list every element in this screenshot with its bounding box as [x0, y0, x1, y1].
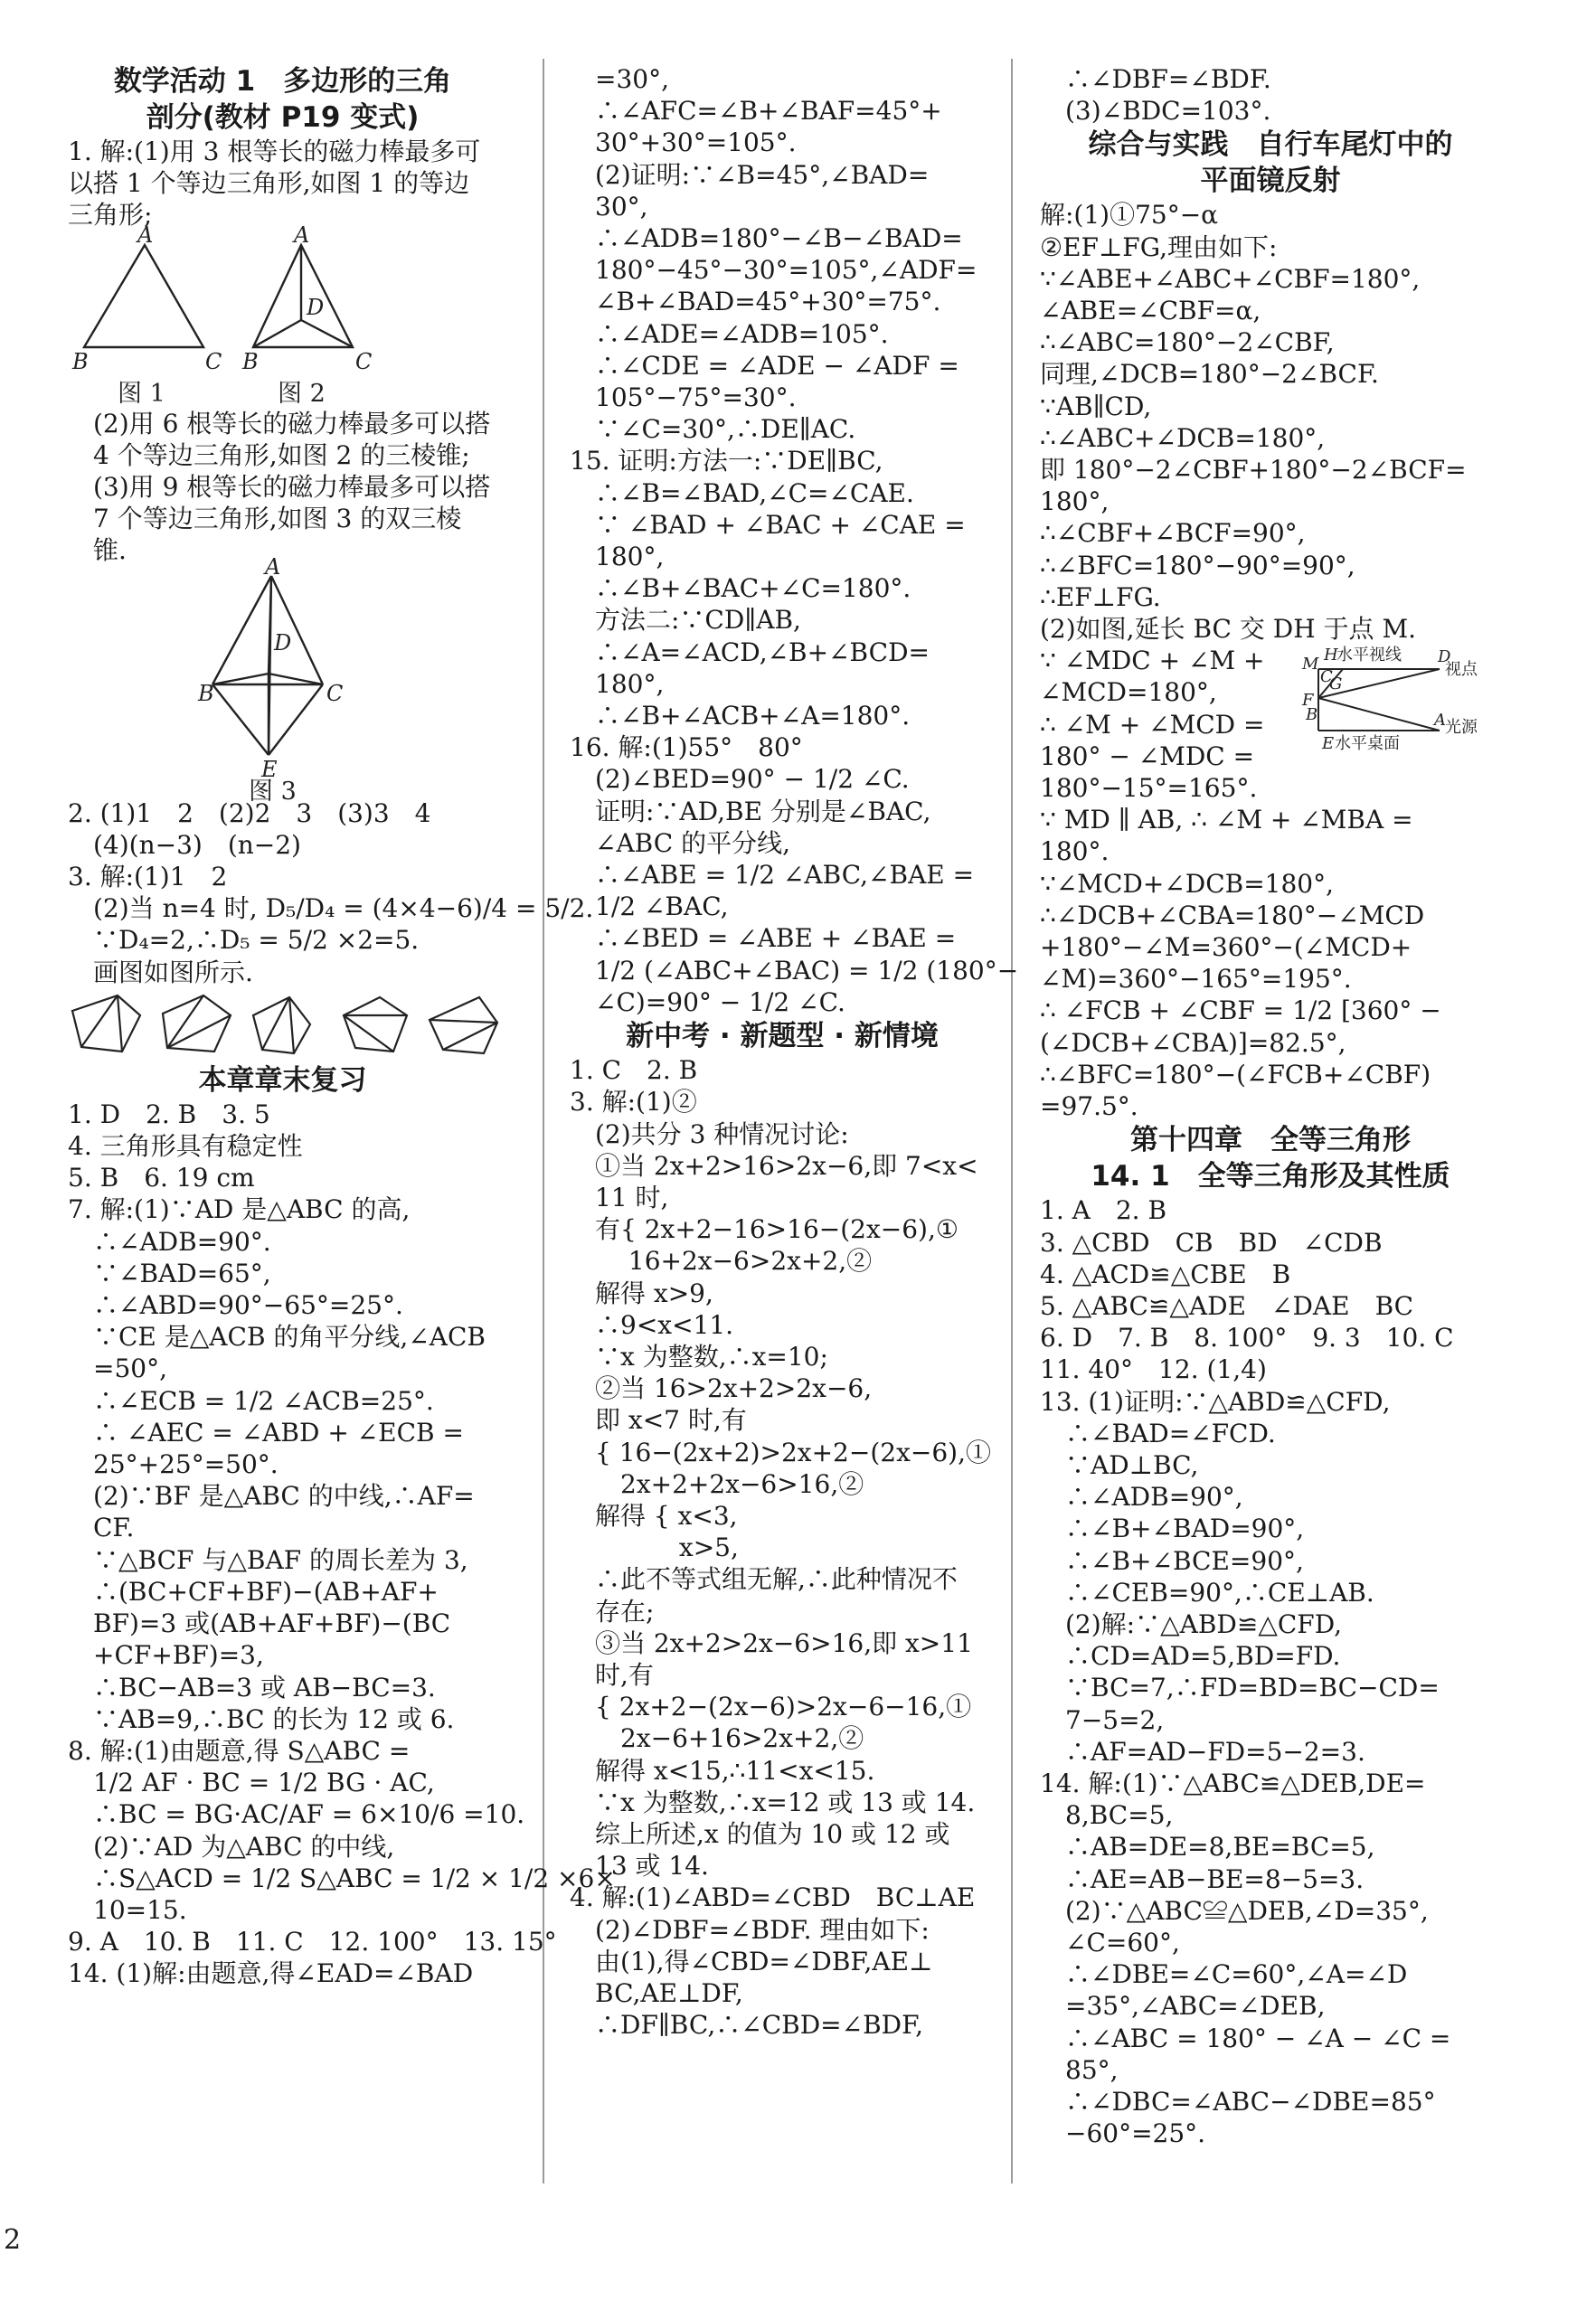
answer-line: 1. C 2. B — [570, 1055, 698, 1086]
answer-line: ∴∠ADB=90°. — [68, 1226, 271, 1257]
label-d: D — [1438, 647, 1451, 666]
label-b: B — [198, 680, 214, 706]
answer-line: (2)∵△ABC≌△DEB,∠D=35°, — [1040, 1895, 1429, 1926]
column-divider — [1011, 59, 1013, 2184]
label-a: A — [294, 222, 310, 248]
answer-line: (3)∠BDC=103°. — [1040, 96, 1271, 127]
answer-line: 13 或 14. — [570, 1851, 709, 1882]
answer-line: 6. D 7. B 8. 100° 9. 3 10. C — [1040, 1323, 1454, 1354]
answer-line: ∴(BC+CF+BF)−(AB+AF+ — [68, 1576, 439, 1607]
answer-line: ∴∠CDE = ∠ADE − ∠ADF = — [570, 350, 959, 381]
answer-line: 解得 { x<3, — [570, 1500, 738, 1531]
answer-line: −60°=25°. — [1040, 2118, 1206, 2149]
answer-line: ∴∠ADB=90°, — [1040, 1482, 1243, 1513]
answer-line: 14. (1)解:由题意,得∠EAD=∠BAD — [68, 1958, 474, 1989]
answer-line: 证明:∵AD,BE 分别是∠BAC, — [570, 796, 931, 826]
double-pyramid-figure — [68, 553, 493, 806]
answer-line: ∴∠BED = ∠ABE + ∠BAE = — [570, 923, 957, 954]
answer-line: 5. B 6. 19 cm — [68, 1163, 255, 1193]
answer-line: 时,有 — [570, 1659, 654, 1690]
figure-2-tetrahedron — [253, 245, 353, 347]
answer-line: ∵D₄=2,∴D₅ = 5/2 ×2=5. — [68, 925, 420, 956]
answer-line: 180°. — [1040, 836, 1110, 867]
answer-line: (2)∠DBF=∠BDF. 理由如下: — [570, 1914, 930, 1945]
answer-line: ∴∠ECB = 1/2 ∠ACB=25°. — [68, 1385, 434, 1416]
answer-line: 4. △ACD≌△CBE B — [1040, 1259, 1291, 1289]
figure-1-triangle — [84, 245, 203, 347]
label-table-surface: 水平桌面 — [1335, 734, 1400, 753]
answer-line: ∴ ∠M + ∠MCD = — [1040, 709, 1265, 740]
answer-line: ∴∠ADE=∠ADB=105°. — [570, 318, 889, 349]
answer-line: =97.5°. — [1040, 1091, 1138, 1122]
answer-line: 2x−6+16>2x+2,② — [570, 1723, 864, 1754]
answer-line: +180°−∠M=360°−(∠MCD+ — [1040, 932, 1412, 963]
figure-3-caption: 图 3 — [249, 777, 297, 806]
answer-line: ∴EF⊥FG. — [1040, 581, 1161, 612]
answer-line: 2. (1)1 2 (2)2 3 (3)3 4 — [68, 797, 431, 828]
answer-line: 由(1),得∠CBD=∠DBF,AE⊥ — [570, 1946, 933, 1976]
answer-line: 180° − ∠MDC = — [1040, 740, 1255, 771]
answer-line: ∵∠MCD+∠DCB=180°, — [1040, 868, 1334, 899]
label-d: D — [274, 629, 292, 656]
answer-line: { 16−(2x+2)>2x+2−(2x−6),① — [570, 1437, 991, 1467]
answer-line: BF)=3 或(AB+AF+BF)−(BC — [68, 1608, 451, 1639]
answer-line: ∴∠DBC=∠ABC−∠DBE=85° — [1040, 2086, 1436, 2117]
answer-line: ∴此不等式组无解,∴此种情况不 — [570, 1564, 958, 1595]
answer-line: ②当 16>2x+2>2x−6, — [570, 1373, 873, 1404]
answer-line: (2)∵AD 为△ABC 的中线, — [68, 1831, 395, 1862]
section-heading: 本章章末复习 — [198, 1063, 367, 1097]
answer-line: (2)∠BED=90° − 1/2 ∠C. — [570, 764, 910, 795]
section-heading: 平面镜反射 — [1200, 165, 1341, 198]
answer-line: 1. 解:(1)用 3 根等长的磁力棒最多可 — [68, 137, 481, 166]
answer-line: (2)当 n=4 时, D₅/D₄ = (4×4−6)/4 = 5/2. — [68, 893, 594, 924]
answer-line: ∴∠ABE = 1/2 ∠ABC,∠BAE = — [570, 860, 975, 891]
section-heading: 第十四章 全等三角形 — [1130, 1124, 1411, 1157]
label-m: M — [1302, 655, 1319, 674]
label-c: C — [355, 348, 373, 374]
answer-line: 即 180°−2∠CBF+180°−2∠BCF= — [1040, 455, 1467, 486]
answer-line: ∴S△ACD = 1/2 S△ABC = 1/2 × 1/2 ×6× — [68, 1863, 616, 1893]
answer-line: ∵∠C=30°,∴DE∥AC. — [570, 414, 856, 445]
answer-line: 2x+2+2x−6>16,② — [570, 1468, 864, 1499]
answer-line: BC,AE⊥DF, — [570, 1977, 743, 2008]
answer-line: +CF+BF)=3, — [68, 1640, 264, 1671]
answer-line: ∴∠BFC=180°−(∠FCB+∠CBF) — [1040, 1059, 1431, 1089]
answer-line: 16+2x−6>2x+2,② — [570, 1246, 873, 1277]
answer-line: x>5, — [570, 1533, 739, 1563]
answer-line: ∵BC=7,∴FD=BD=BC−CD= — [1040, 1673, 1440, 1703]
answer-line: 同理,∠DCB=180°−2∠BCF. — [1040, 359, 1379, 390]
answer-line: 画图如图所示. — [68, 957, 253, 987]
answer-line: 存在; — [570, 1596, 655, 1627]
answer-line: 3. 解:(1)1 2 — [68, 862, 228, 892]
answer-line: ∴AF=AD−FD=5−2=3. — [1040, 1736, 1365, 1767]
answer-line: ∵AB∥CD, — [1040, 391, 1152, 421]
section-heading: 14. 1 全等三角形及其性质 — [1091, 1160, 1450, 1193]
figure-1-caption: 图 1 — [118, 379, 165, 408]
answer-line: ∠C=60°, — [1040, 1927, 1180, 1957]
mirror-reflection-diagram — [1302, 642, 1519, 753]
answer-line: 7−5=2, — [1040, 1704, 1165, 1735]
answer-line: 锥. — [68, 535, 127, 566]
answer-line: ∴9<x<11. — [570, 1309, 734, 1340]
answer-line: ∵ ∠BAD + ∠BAC + ∠CAE = — [570, 509, 966, 540]
answer-line: ∠ABC 的平分线, — [570, 827, 791, 858]
answer-line: (2)∵BF 是△ABC 的中线,∴AF= — [68, 1481, 475, 1512]
answer-line: ∵x 为整数,∴x=10; — [570, 1341, 828, 1372]
answer-line: 解得 x>9, — [570, 1278, 713, 1308]
answer-line: ∴CD=AD=5,BD=FD. — [1040, 1641, 1341, 1672]
answer-line: ∠MCD=180°, — [1040, 677, 1217, 708]
answer-line: ∴∠B+∠BAC+∠C=180°. — [570, 573, 911, 604]
answer-line: 7 个等边三角形,如图 3 的双三棱 — [68, 504, 462, 534]
answer-line: (2)共分 3 种情况讨论: — [570, 1118, 849, 1149]
label-h: H — [1324, 646, 1338, 665]
answer-line: ∴∠BAD=∠FCD. — [1040, 1418, 1276, 1448]
label-horizontal-sight: 水平视线 — [1336, 646, 1402, 665]
answer-line: (4)(n−3) (n−2) — [68, 829, 301, 860]
answer-line: ∴DF∥BC,∴∠CBD=∠BDF, — [570, 2010, 924, 2041]
answer-line: ∵△BCF 与△BAF 的周长差为 3, — [68, 1544, 468, 1575]
label-c: C — [326, 680, 344, 706]
answer-line: 8,BC=5, — [1040, 1800, 1174, 1831]
answer-line: ∴∠BFC=180°−90°=90°, — [1040, 550, 1355, 580]
answer-line: ∵ MD ∥ AB, ∴ ∠M + ∠MBA = — [1040, 805, 1413, 835]
label-b: B — [72, 348, 89, 374]
label-g: G — [1329, 674, 1343, 693]
answer-line: 85°, — [1040, 2054, 1119, 2085]
answer-line: 13. (1)证明:∵△ABD≌△CFD, — [1040, 1386, 1391, 1417]
answer-line: =50°, — [68, 1354, 167, 1384]
answer-line: 三角形; — [68, 200, 153, 231]
answer-line: 105°−75°=30°. — [570, 382, 797, 413]
answer-line: (2)证明:∵∠B=45°,∠BAD= — [570, 159, 930, 190]
answer-line: 1. A 2. B — [1040, 1195, 1167, 1226]
answer-line: 11 时, — [570, 1182, 669, 1212]
answer-line: ∴∠CEB=90°,∴CE⊥AB. — [1040, 1577, 1374, 1608]
answer-line: ∠ABE=∠CBF=α, — [1040, 296, 1261, 326]
answer-line: =30°, — [570, 64, 669, 94]
answer-line: ∵CE 是△ACB 的角平分线,∠ACB — [68, 1322, 486, 1353]
answer-line: ∴AB=DE=8,BE=BC=5, — [1040, 1832, 1375, 1863]
answer-line: ∴BC = BG·AC/AF = 6×10/6 =10. — [68, 1799, 525, 1830]
answer-line: ∵ ∠MDC + ∠M + — [1040, 646, 1265, 676]
answer-line: 1/2 ∠BAC, — [570, 891, 729, 922]
answer-line: ②EF⊥FG,理由如下: — [1040, 231, 1278, 262]
answer-line: ∠B+∠BAD=45°+30°=75°. — [570, 287, 941, 317]
answer-line: ∴∠DBF=∠BDF. — [1040, 64, 1271, 94]
answer-line: 1/2 AF · BC = 1/2 BG · AC, — [68, 1768, 435, 1798]
answer-line: 4. 三角形具有稳定性 — [68, 1131, 303, 1162]
answer-line: ∴∠AFC=∠B+∠BAF=45°+ — [570, 96, 942, 127]
answer-line: ∴ ∠AEC = ∠ABD + ∠ECB = — [68, 1417, 464, 1448]
answer-line: (2)用 6 根等长的磁力棒最多可以搭 — [68, 408, 491, 439]
answer-line: (2)如图,延长 BC 交 DH 于点 M. — [1040, 614, 1417, 645]
answer-line: { 2x+2−(2x−6)>2x−6−16,① — [570, 1692, 972, 1722]
column-3 — [1040, 63, 1501, 2149]
answer-line: 180°, — [570, 668, 665, 699]
answer-line: ∴AE=AB−BE=8−5=3. — [1040, 1863, 1365, 1894]
answer-line: 方法二:∵CD∥AB, — [570, 605, 801, 636]
pentagon-drawings — [68, 988, 497, 1062]
answer-line: 14. 解:(1)∵△ABC≌△DEB,DE= — [1040, 1768, 1426, 1798]
answer-line: ∴∠ABD=90°−65°=25°. — [68, 1290, 403, 1321]
answer-line: ∴∠A=∠ACD,∠B+∠BCD= — [570, 637, 930, 667]
answer-line: ∵AD⊥BC, — [1040, 1449, 1199, 1480]
answer-line: 4. 解:(1)∠ABD=∠CBD BC⊥AE — [570, 1882, 976, 1913]
answer-line: ∠M)=360°−165°=195°. — [1040, 964, 1352, 995]
label-light-source: 光源 — [1445, 718, 1478, 737]
answer-line: 1. D 2. B 3. 5 — [68, 1099, 270, 1129]
answer-line: (3)用 9 根等长的磁力棒最多可以搭 — [68, 472, 491, 503]
label-e: E — [261, 756, 278, 782]
answer-line: ∴BC−AB=3 或 AB−BC=3. — [68, 1672, 436, 1703]
answer-line: 16. 解:(1)55° 80° — [570, 732, 803, 763]
answer-line: 180°−45°−30°=105°,∠ADF= — [570, 255, 977, 286]
label-a: A — [137, 222, 154, 248]
answer-line: 有{ 2x+2−16>16−(2x−6),① — [570, 1214, 959, 1245]
answer-line: 即 x<7 时,有 — [570, 1405, 747, 1436]
answer-line: 180°, — [1040, 486, 1110, 517]
label-viewpoint: 视点 — [1445, 660, 1478, 679]
answer-line: 25°+25°=50°. — [68, 1449, 279, 1480]
label-d: D — [307, 294, 325, 320]
answer-line: 3. 解:(1)② — [570, 1087, 697, 1118]
answer-line: 4 个等边三角形,如图 2 的三棱锥; — [68, 439, 470, 470]
answer-line: ∴∠B+∠BCE=90°, — [1040, 1545, 1304, 1576]
label-a: A — [265, 553, 281, 580]
answer-line: ∴∠ABC = 180° − ∠A − ∠C = — [1040, 2023, 1451, 2053]
answer-line: 11. 40° 12. (1,4) — [1040, 1354, 1267, 1385]
answer-line: 30°+30°=105°. — [570, 127, 797, 158]
answer-line: ∴∠B+∠ACB+∠A=180°. — [570, 701, 911, 731]
answer-line: ∵∠BAD=65°, — [68, 1258, 271, 1288]
section-heading: 剖分(教材 P19 变式) — [146, 101, 420, 134]
answer-line: 180°, — [570, 542, 665, 572]
answer-line: 30°, — [570, 191, 648, 222]
answer-line: ∴∠DBE=∠C=60°,∠A=∠D — [1040, 1959, 1408, 1990]
label-a: A — [1434, 711, 1446, 730]
column-2 — [570, 63, 1019, 2041]
answer-line: ∴∠CBF+∠BCF=90°, — [1040, 518, 1306, 549]
answer-line: ∵x 为整数,∴x=12 或 13 或 14. — [570, 1787, 976, 1817]
figure-3 — [68, 553, 497, 806]
answer-line: (∠DCB+∠CBA)]=82.5°, — [1040, 1027, 1346, 1058]
label-f: F — [1302, 691, 1314, 710]
label-e: E — [1322, 734, 1335, 753]
answer-line: 180°−15°=165°. — [1040, 773, 1258, 804]
answer-line: ∠C)=90° − 1/2 ∠C. — [570, 986, 845, 1017]
answer-line: 综上所述,x 的值为 10 或 12 或 — [570, 1818, 950, 1849]
answer-line: ③当 2x+2>2x−6>16,即 x>11 — [570, 1627, 973, 1658]
label-b: B — [242, 348, 259, 374]
answer-line: ∴∠ABC+∠DCB=180°, — [1040, 422, 1326, 453]
figure-2-caption: 图 2 — [278, 379, 326, 408]
answer-line: 10=15. — [68, 1894, 187, 1925]
answer-line: =35°,∠ABC=∠DEB, — [1040, 1991, 1326, 2022]
answer-line: (2)解:∵△ABD≌△CFD, — [1040, 1608, 1343, 1639]
answer-line: ∴∠B+∠BAD=90°, — [1040, 1514, 1305, 1544]
label-b: B — [1306, 705, 1318, 724]
section-heading: 新中考 · 新题型 · 新情境 — [626, 1020, 939, 1053]
triangle-figures — [68, 222, 493, 408]
answer-line: ∴ ∠FCB + ∠CBF = 1/2 [360° − — [1040, 995, 1441, 1026]
page-number: 2 — [4, 2224, 22, 2256]
answer-line: 3. △CBD CB BD ∠CDB — [1040, 1227, 1383, 1258]
answer-line: ∵AB=9,∴BC 的长为 12 或 6. — [68, 1703, 455, 1734]
answer-line: 8. 解:(1)由题意,得 S△ABC = — [68, 1735, 411, 1766]
answer-line: ①当 2x+2>16>2x−6,即 7<x< — [570, 1150, 978, 1181]
section-heading: 综合与实践 自行车尾灯中的 — [1088, 128, 1453, 162]
answer-line: 以搭 1 个等边三角形,如图 1 的等边 — [68, 168, 470, 199]
answer-line: CF. — [68, 1513, 135, 1543]
answer-line: 9. A 10. B 11. C 12. 100° 13. 15° — [68, 1927, 557, 1957]
answer-line: ∴∠B=∠BAD,∠C=∠CAE. — [570, 477, 914, 508]
answer-line: ∵∠ABE+∠ABC+∠CBF=180°, — [1040, 263, 1421, 294]
label-c: C — [205, 348, 222, 374]
section-heading: 数学活动 1 多边形的三角 — [113, 65, 452, 98]
answer-line: ∴∠ABC=180°−2∠CBF, — [1040, 327, 1335, 358]
answer-line: 解:(1)①75°−α — [1040, 200, 1219, 231]
answer-line: ∴∠DCB+∠CBA=180°−∠MCD — [1040, 900, 1425, 930]
pentagon-figures — [68, 988, 502, 1062]
figure-1-2 — [68, 222, 497, 408]
label-c: C — [1320, 667, 1333, 686]
answer-line: 7. 解:(1)∵AD 是△ABC 的高, — [68, 1194, 411, 1225]
answer-line: 1/2 (∠ABC+∠BAC) = 1/2 (180°− — [570, 955, 1019, 986]
answer-line: 5. △ABC≌△ADE ∠DAE BC — [1040, 1290, 1414, 1321]
answer-line: 解得 x<15,∴11<x<15. — [570, 1755, 875, 1786]
answer-line: ∴∠ADB=180°−∠B−∠BAD= — [570, 223, 963, 254]
answer-line: 15. 证明:方法一:∵DE∥BC, — [570, 446, 883, 476]
